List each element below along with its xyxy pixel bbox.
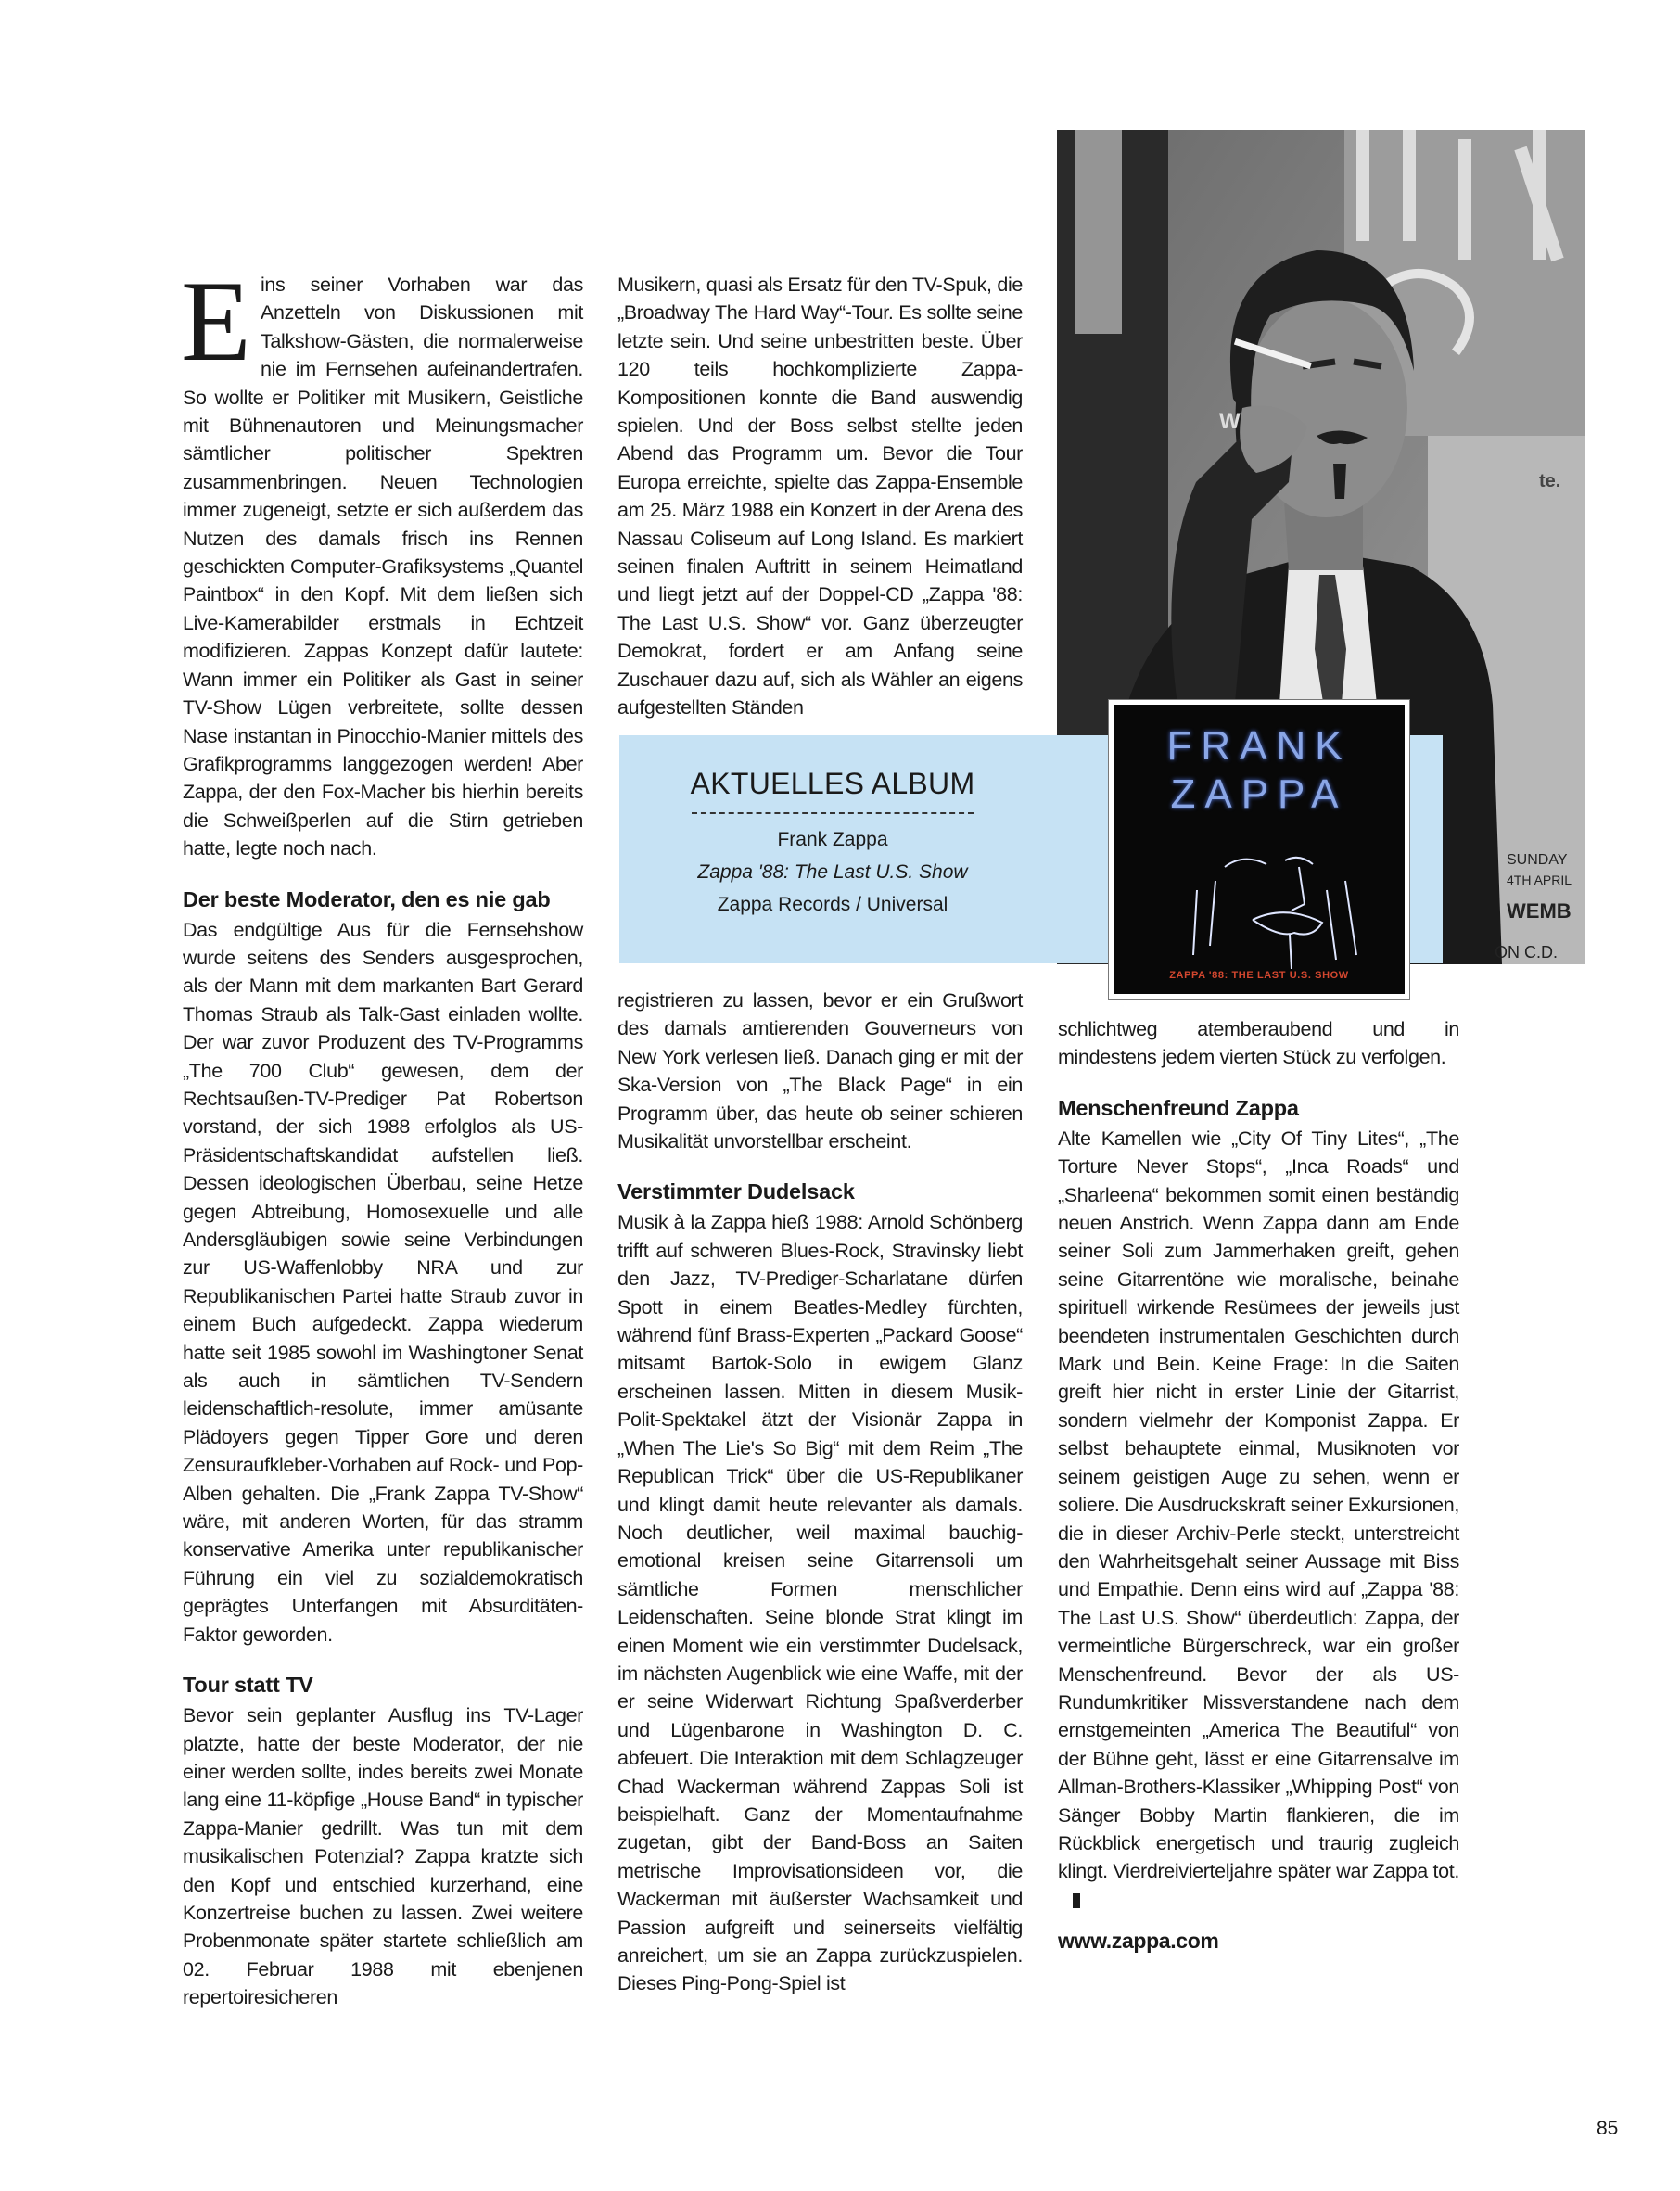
sign-fragment-te: te. (1539, 471, 1561, 491)
paragraph: Bevor sein geplanter Ausflug ins TV-Lager platzte, hatte der beste Moderator, der nie einer werden sollte, indes bereits zwei Monate lang eine 11-köpfige „House Band“ in typischer Zappa-Manier gedrillt. Was tun mit dem musikalischen Potenzial? Zappa kratzte sich den Kopf und entschied kurzerhand, eine Konzertreise buchen zu lassen. Zwei weitere Probenmonate später startete schließlich am 02. Februar 1988 mit ebenjenen repertoiresicheren (183, 1704, 583, 2009)
sign-fragment-sunday: SUNDAY (1507, 852, 1568, 868)
article-column-1 (181, 258, 583, 2012)
article-column-3 (1058, 1015, 1459, 1955)
paragraph: registrieren zu lassen, bevor er ein Grußwort des damals amtierenden Gouverneurs von New York verlesen ließ. Danach ging er mit der Ska-Version von „The Black Page“ in ein Programm über, das heute ob seiner schieren Musikalität unvorstellbar erscheint. (617, 989, 1023, 1153)
album-cover-art (1114, 705, 1405, 994)
subheading: Verstimmter Dudelsack (617, 1179, 855, 1204)
subheading: Der beste Moderator, den es nie gab (183, 886, 551, 911)
album-artist: Frank Zappa (777, 829, 888, 850)
drop-cap: E (181, 258, 251, 385)
article-column-2-bottom (617, 987, 1023, 1998)
album-cover (1109, 700, 1409, 999)
end-of-article-mark (1073, 1893, 1080, 1908)
sign-fragment-w: W (1219, 409, 1241, 434)
cover-face-drawing (1114, 705, 1405, 994)
album-box-heading: AKTUELLES ALBUM (690, 767, 975, 800)
website-link[interactable]: www.zappa.com (1058, 1929, 1219, 1954)
paragraph: Musikern, quasi als Ersatz für den TV-Spuk, die „Broadway The Hard Way“-Tour. Es sollte seine letzte sein. Und seine unbestritten beste. Über 120 teils hochkomplizierte Zappa-Kompositionen konnte die Band auswendig spielen. Und der Boss selbst stellte jeden Abend das Programm um. Bevor die Tour Europa erreichte, spielte das Zappa-Ensemble am 25. März 1988 ein Konzert in der Arena des Nassau Coliseum auf Long Island. Es markiert seinen finalen Auftritt in seinem Heimatland und liegt jetzt auf der Doppel-CD „Zappa '88: The Last U.S. Show“ vor. Ganz überzeugter Demokrat, fordert er am Anfang seine Zuschauer dazu auf, sich als Wähler an eigens aufgestellten Ständen (617, 274, 1023, 720)
subheading: Tour statt TV (183, 1673, 313, 1698)
dashed-divider (692, 812, 974, 814)
cover-title-line-2: ZAPPA (1170, 771, 1348, 817)
album-title: Zappa '88: The Last U.S. Show (697, 861, 968, 883)
sign-fragment-date: 4TH APRIL (1507, 873, 1572, 887)
subheading: Menschenfreund Zappa (1058, 1095, 1299, 1120)
sign-fragment-wemb: WEMB (1507, 899, 1572, 923)
page-number: 85 (1597, 2118, 1619, 2139)
cover-subtitle: ZAPPA '88: THE LAST U.S. SHOW (1169, 970, 1349, 981)
album-label: Zappa Records / Universal (717, 894, 948, 915)
paragraph-text: Alte Kamellen wie „City Of Tiny Lites“, „The Torture Never Stops“, „Inca Roads“ und „Sharleena“ bekommen somit einen beständig neuen Anstrich. Wenn Zappa dann am Ende seiner Soli zum Jammerhaken greift, gehen seine Gitarrentöne wie moralische, beinahe spirituell wirkende Resümees der jeweils just beendeten instrumentalen Geschichten durch Mark und Bein. Keine Frage: In die Saiten greift hier nicht in erster Linie der Gitarrist, sondern vielmehr der Komponist Zappa. Er selbst behauptete einmal, Musiknoten vor seinem geistigen Auge zu sehen, wenn er soliere. Die Ausdruckskraft seiner Exkursionen, die in dieser Archiv-Perle steckt, unterstreicht den Wahrheitsgehalt seiner Aussage mit Biss und Empathie. Denn eins wird auf „Zappa '88: The Last U.S. Show“ überdeutlich: Zappa, der vermeintliche Bürgerschreck, war ein großer Menschenfreund. Bevor der als US-Rundumkritiker Missverstandene nach dem ernstgemeinten „America The Beautiful“ von der Bühne geht, lässt er eine Gitarrensalve im Allman-Brothers-Klassiker „Whipping Post“ von Sänger Bobby Martin flankieren, die im Rückblick energetisch und traurig zugleich klingt. Vierdreivierteljahre später war Zappa tot. (1058, 1127, 1459, 1883)
sign-fragment-cd: ON C.D. (1495, 943, 1559, 962)
cover-title-line-1: FRANK (1166, 723, 1352, 769)
paragraph: ins seiner Vorhaben war das Anzetteln von Diskussionen mit Talkshow-Gästen, die normalerweise nie im Fernsehen aufeinandertrafen. So wollte er Politiker mit Musikern, Geistliche mit Bühnenautoren und Meinungsmacher sämtlicher politischer Spektren zusammenbringen. Neuen Technologien immer zugeneigt, setzte er sich außerdem das Nutzen des damals frisch ins Rennen geschickten Computer-Grafiksystems „Quantel Paintbox“ in den Kopf. Mit dem ließen sich Live-Kamerabilder erstmals in Echtzeit modifizieren. Zappas Konzept dafür lautete: Wann immer ein Politiker als Gast in seiner TV-Show Lügen verbreitete, sollte dessen Nase instantan in Pinocchio-Manier mittels des Grafikprogramms langgezogen werden! Aber Zappa, der den Fox-Macher bis hierhin bereits die Schweißperlen auf die Stirn getrieben hatte, legte noch nach. (183, 274, 583, 860)
paragraph: Musik à la Zappa hieß 1988: Arnold Schönberg trifft auf schweren Blues-Rock, Stravinsky liebt den Jazz, TV-Prediger-Scharlatane dürfen Spott in einem Beatles-Medley fürchten, während fünf Brass-Experten „Packard Goose“ mitsamt Bartok-Solo in ewigem Glanz erscheinen lassen. Mitten in diesem Musik-Polit-Spektakel ätzt der Visionär Zappa in „When The Lie's So Big“ mit dem Reim „The Republican Trick“ über die US-Republikaner und klingt damit heute relevanter als damals. Noch deutlicher, weil maximal bauchig-emotional kreisen seine Gitarrensoli um sämtliche Formen menschlicher Leidenschaften. Seine blonde Strat klingt im einen Moment wie ein verstimmter Dudelsack, im nächsten Augenblick wie eine Waffe, mit der er seine Widerwart Richtung Spaßverderber und Lügenbarone in Washington D. C. abfeuert. Die Interaktion mit dem Schlagzeuger Chad Wackerman während Zappas Soli ist beispielhaft. Ganz der Momentaufnahme zugetan, gibt der Band-Boss an Saiten metrische Improvisationsideen vor, die Wackerman mit äußerster Wachsamkeit und Passion aufgreift und seinerseits vielfältig anreichert, um sie an Zappa zurückzuspielen. Dieses Ping-Pong-Spiel ist (617, 1211, 1023, 1995)
paragraph: Das endgültige Aus für die Fernsehshow wurde seitens des Senders ausgesprochen, als der Mann mit dem markanten Bart Gerard Thomas Straub als Talk-Gast einladen wollte. Der war zuvor Produzent des TV-Programms „The 700 Club“ gewesen, dem der Rechtsaußen-TV-Prediger Pat Robertson vorstand, der sich 1988 erfolglos als US-Präsidentschaftskandidat aufstellen ließ. Dessen ideologischen Überbau, seine Hetze gegen Abtreibung, Homosexuelle und alle Andersgläubigen sowie seine Verbindungen zur US-Waffenlobby NRA und zur Republikanischen Partei hatte Straub zuvor in einem Buch aufgedeckt. Zappa wiederum hatte seit 1985 sowohl im Washingtoner Senat als auch in sämtlichen TV-Sendern leidenschaftlich-resolute, immer amüsante Plädoyers gegen Tipper Gore und deren Zensuraufkleber-Vorhaben auf Rock- und Pop-Alben gehalten. Die „Frank Zappa TV-Show“ wäre, mit anderen Worten, für das stramm konservative Amerika unter republikanischer Führung ein viel zu sozialdemokratisch geprägtes Unterfangen mit Absurditäten-Faktor geworden. (183, 918, 583, 1646)
article-column-2-top (617, 271, 1023, 722)
paragraph: schlichtweg atemberaubend und in mindestens jedem vierten Stück zu verfolgen. (1058, 1018, 1459, 1069)
album-info-text (619, 735, 1046, 921)
paragraph-last (1058, 1125, 1459, 1914)
